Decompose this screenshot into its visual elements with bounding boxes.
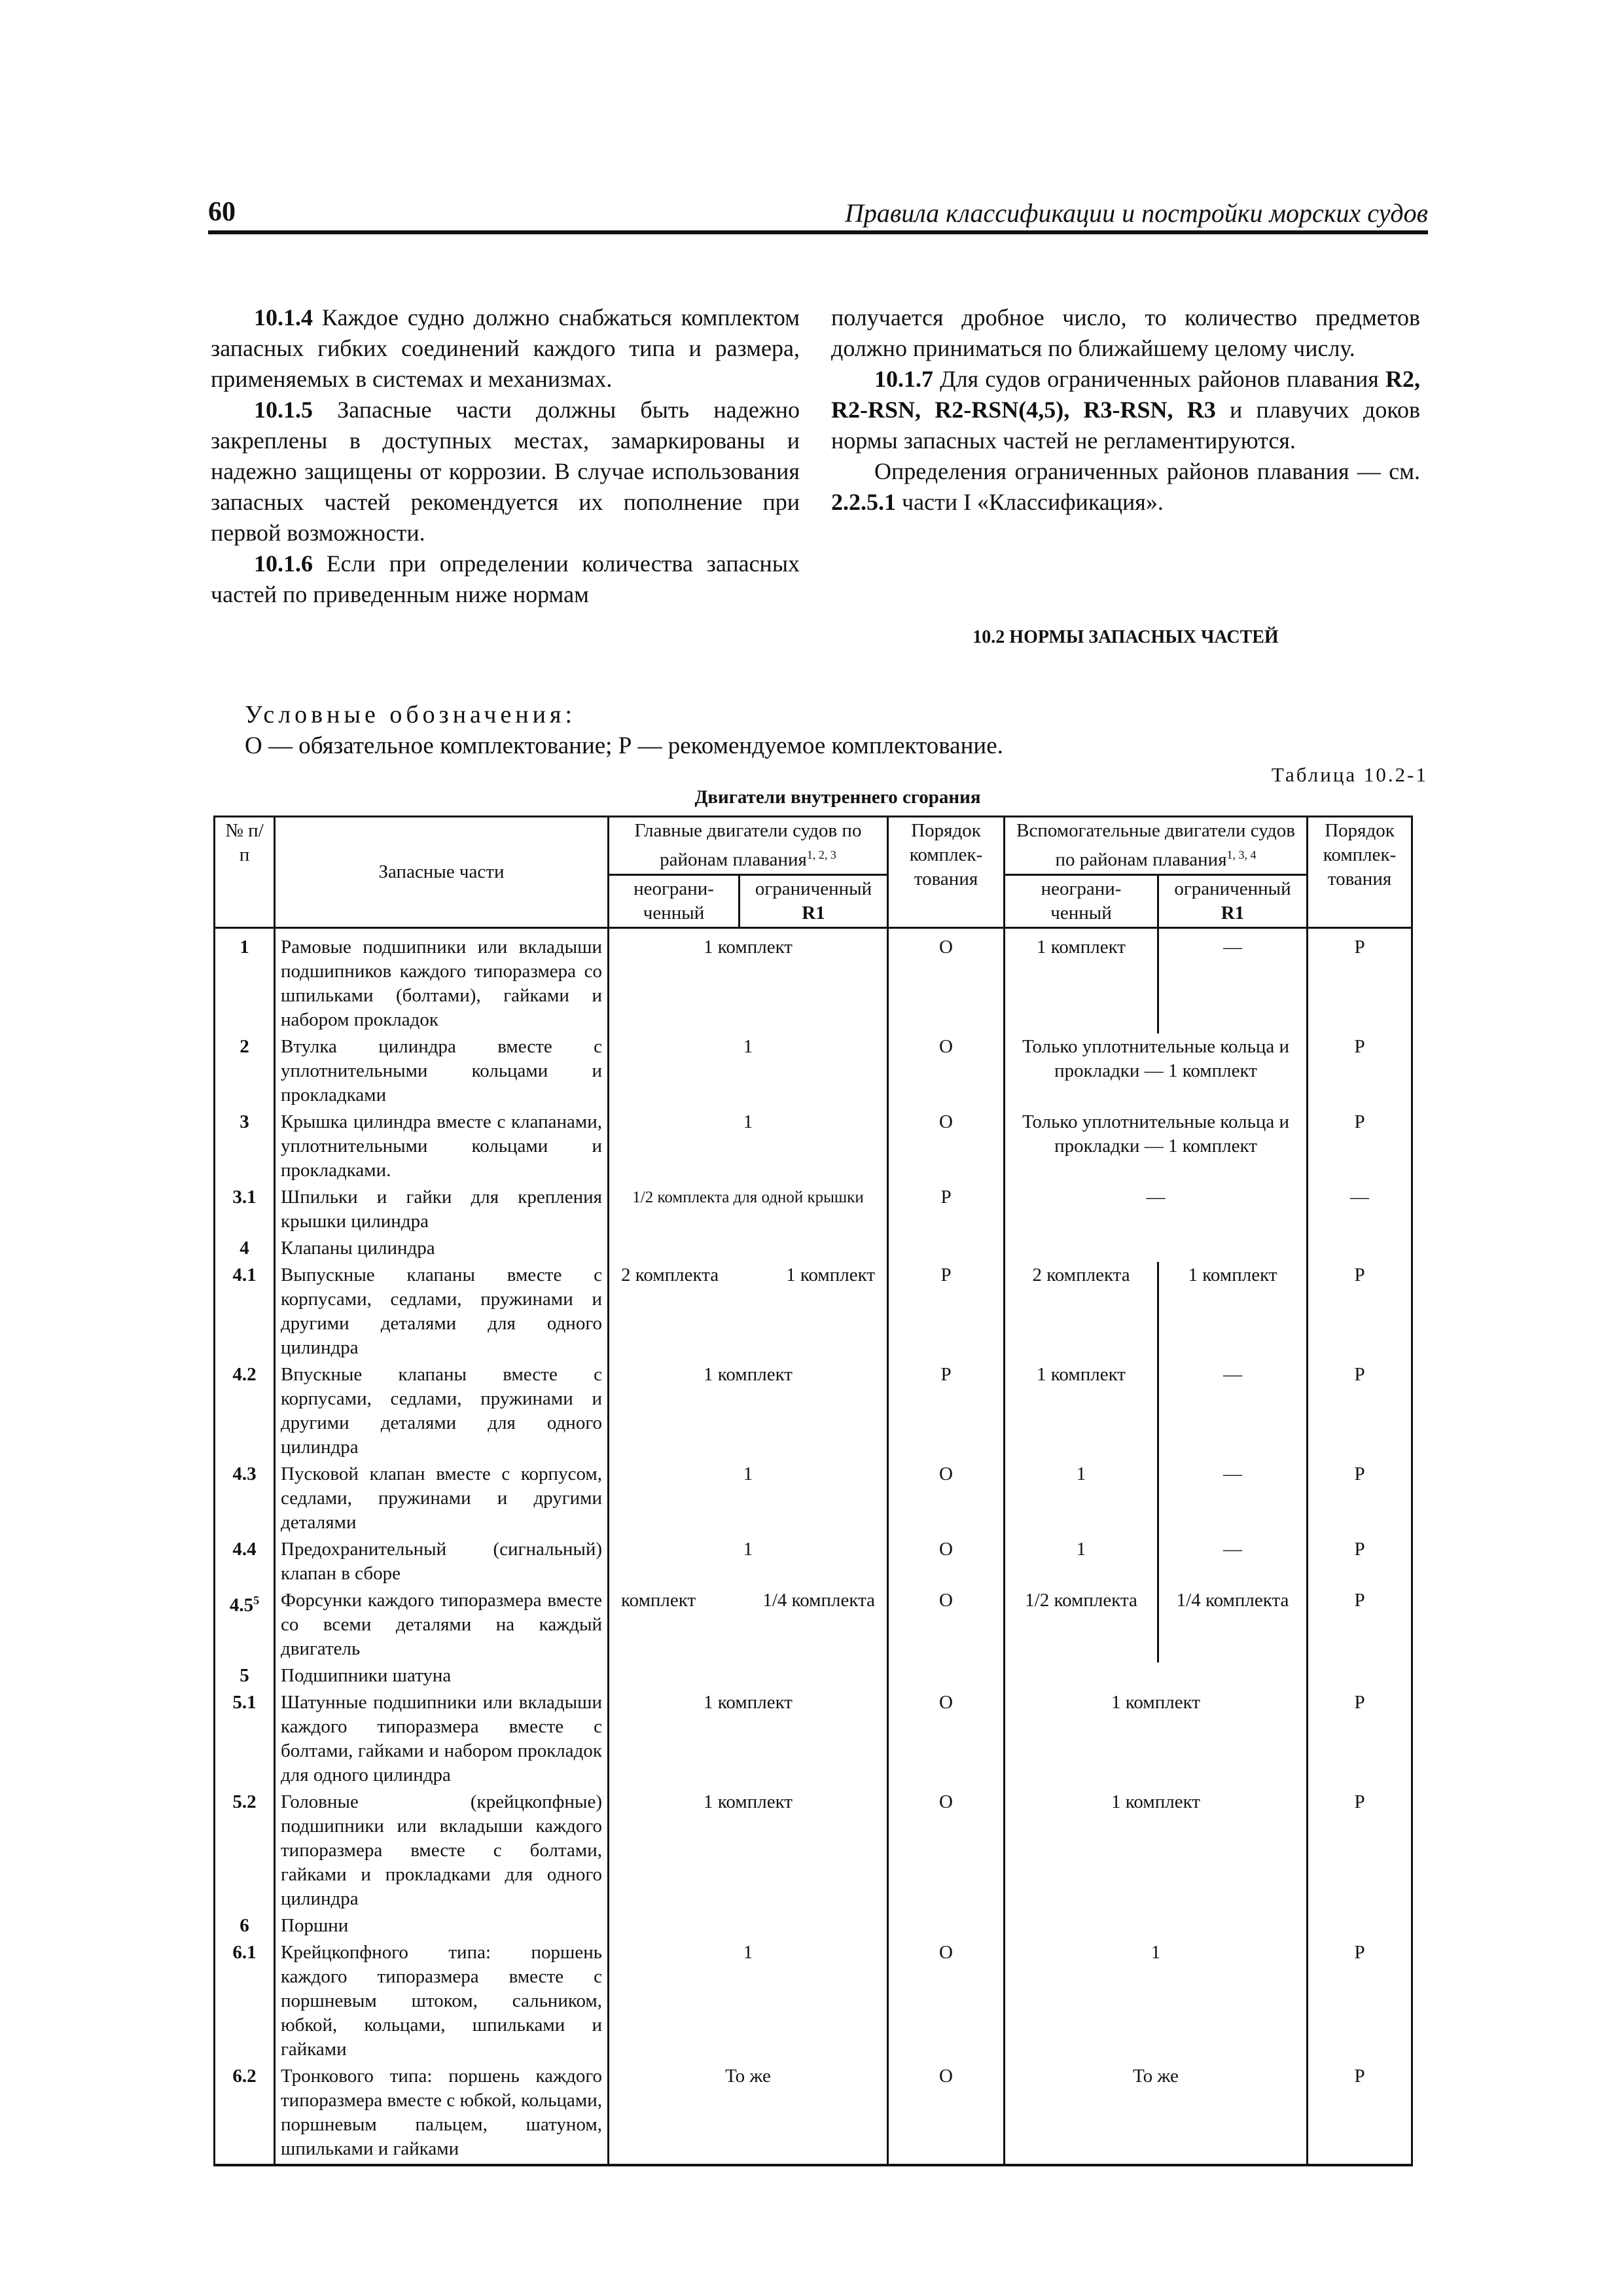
footnote-ref: 5 [253, 1593, 260, 1607]
row-aux-restricted: — [1158, 1461, 1308, 1536]
row-main: 1 [609, 1109, 888, 1184]
header-r1: R1 [1221, 902, 1245, 924]
row-part: Головные (крейцкопфные) подшипники или вкладыши каждого типоразмера вместе с болтами, гайками и прокладками для одного цилиндра [275, 1789, 609, 1912]
table-row [215, 1536, 1412, 1587]
header-rule [208, 230, 1428, 234]
row-aux [1005, 1235, 1308, 1262]
row-part: Шатунные подшипники или вкладыши каждого типоразмера вместе с болтами, гайками и набором прокладок для одного цилиндра [275, 1689, 609, 1789]
row-part: Втулка цилиндра вместе с уплотнительными кольцами и прокладками [275, 1033, 609, 1109]
header-parts: Запасные части [275, 817, 609, 928]
row-num: 4.1 [215, 1262, 275, 1361]
clause-number: 10.1.6 [254, 550, 313, 577]
row-part: Форсунки каждого типоразмера вместе со всеми деталями на каждый двигатель [275, 1587, 609, 1662]
row-part: Выпускные клапаны вместе с корпусами, седлами, пружинами и другими деталями для одного цилиндра [275, 1262, 609, 1361]
row-num: 3.1 [215, 1184, 275, 1235]
row-aux: 1 комплект [1005, 1689, 1308, 1789]
table-row [215, 1361, 1412, 1461]
row-main: 1/2 комплекта для одной крышки [609, 1184, 888, 1235]
row-order: О [888, 1939, 1005, 2063]
row-order-2: Р [1308, 1033, 1412, 1109]
row-order-2: Р [1308, 927, 1412, 1033]
table-title: Двигатели внутреннего сгорания [694, 787, 981, 808]
footnote-ref: 1, 3, 4 [1226, 848, 1257, 861]
row-order-2: Р [1308, 1262, 1412, 1361]
row-part: Крышка цилиндра вместе с клапанами, уплотнительными кольцами и прокладками. [275, 1109, 609, 1184]
row-order: О [888, 1109, 1005, 1184]
row-aux: Только уплотнительные кольца и прокладки — 1 комплект [1005, 1109, 1308, 1184]
row-order-2: Р [1308, 1587, 1412, 1662]
row-order: О [888, 1587, 1005, 1662]
row-order: О [888, 1789, 1005, 1912]
table-row [215, 1262, 1412, 1361]
row-num: 6 [215, 1912, 275, 1939]
row-order-2 [1308, 1235, 1412, 1262]
row-num: 2 [215, 1033, 275, 1109]
paragraph-definitions [831, 456, 1420, 518]
cross-reference: 2.2.5.1 [831, 489, 896, 515]
row-num: 6.1 [215, 1939, 275, 2063]
paragraph-text: Если при определении количества запасных частей по приведенным ниже нормам [211, 550, 800, 607]
row-aux: 1 [1005, 1939, 1308, 2063]
row-main [609, 1235, 888, 1262]
row-aux [1005, 1662, 1308, 1689]
row-order: О [888, 1033, 1005, 1109]
footnote-ref: 1, 2, 3 [806, 848, 836, 861]
row-main: 1 [609, 1033, 888, 1109]
navigation-area-codes: R2, R2-RSN, R2-RSN(4,5), R3-RSN, R3 [831, 366, 1420, 423]
clause-number: 10.1.4 [254, 304, 313, 331]
header-text: ограниченный [1174, 878, 1291, 899]
header-r1: R1 [802, 902, 825, 924]
row-main-restricted: 1 комплект [786, 1264, 876, 1285]
row-part: Клапаны цилиндра [275, 1235, 609, 1262]
row-part: Шпильки и гайки для крепления крышки цилиндра [275, 1184, 609, 1235]
row-aux-unrestricted: 1 [1005, 1461, 1158, 1536]
legend-text: О — обязательное комплектование; Р — рекомендуемое комплектование. [245, 732, 1003, 759]
legend-title: Условные обозначения: [245, 701, 577, 728]
paragraph-text: и плавучих доков нормы запасных частей не регламентируются. [831, 397, 1420, 454]
row-num-text: 4.5 [229, 1594, 254, 1616]
row-aux [1005, 1912, 1308, 1939]
row-aux-restricted: — [1158, 927, 1308, 1033]
paragraph-text: части I «Классификация». [896, 489, 1164, 515]
row-main: 1 комплект [609, 1789, 888, 1912]
row-main [609, 1912, 888, 1939]
paragraph-10-1-4 [211, 302, 800, 395]
paragraph-text: Для судов ограниченных районов плавания [933, 366, 1385, 392]
header-restricted [740, 874, 888, 927]
table-row [215, 1033, 1412, 1109]
row-main [609, 1587, 888, 1662]
header-order: Порядок комплек-тования [888, 817, 1005, 928]
row-aux: — [1005, 1184, 1308, 1235]
paragraph-text: Определения ограниченных районов плавания — см. [874, 458, 1420, 484]
table-row [215, 1689, 1412, 1789]
row-order: Р [888, 1361, 1005, 1461]
header-text: Главные двигатели судов по районам плавания [634, 820, 862, 870]
table-row [215, 1587, 1412, 1662]
table-row [215, 927, 1412, 1033]
row-part: Пусковой клапан вместе с корпусом, седлами, пружинами и другими деталями [275, 1461, 609, 1536]
row-num: 4.2 [215, 1361, 275, 1461]
table-row [215, 1912, 1412, 1939]
section-heading: 10.2 НОРМЫ ЗАПАСНЫХ ЧАСТЕЙ [972, 627, 1279, 647]
row-aux-unrestricted: 1 комплект [1005, 1361, 1158, 1461]
row-aux-restricted: 1 комплект [1158, 1262, 1308, 1361]
row-order-2 [1308, 1912, 1412, 1939]
row-aux-unrestricted: 1 [1005, 1536, 1158, 1587]
header-restricted [1158, 874, 1308, 927]
row-num: 1 [215, 927, 275, 1033]
row-main-unrestricted: комплект [621, 1589, 696, 1611]
row-order: О [888, 927, 1005, 1033]
spare-parts-table [213, 816, 1413, 2166]
row-part: Впускные клапаны вместе с корпусами, седлами, пружинами и другими деталями для одного цилиндра [275, 1361, 609, 1461]
paragraph-10-1-7 [831, 364, 1420, 456]
row-main: 1 комплект [609, 927, 888, 1033]
row-part: Крейцкопфного типа: поршень каждого типоразмера вместе с поршневым штоком, сальником, юбкой, кольцами, шпильками и гайками [275, 1939, 609, 2063]
row-num: 6.2 [215, 2063, 275, 2165]
row-order-2: Р [1308, 1789, 1412, 1912]
row-aux-restricted: — [1158, 1536, 1308, 1587]
header-order-2: Порядок комплек-тования [1308, 817, 1412, 928]
row-aux-unrestricted: 1 комплект [1005, 927, 1158, 1033]
row-order-2: Р [1308, 1109, 1412, 1184]
running-title: Правила классификации и постройки морских судов [844, 198, 1428, 228]
right-column [831, 302, 1420, 518]
row-part: Поршни [275, 1912, 609, 1939]
paragraph-text: Каждое судно должно снабжаться комплектом запасных гибких соединений каждого типа и размера, применяемых в системах и механизмах. [211, 304, 800, 392]
row-num: 3 [215, 1109, 275, 1184]
row-num: 4 [215, 1235, 275, 1262]
row-order [888, 1912, 1005, 1939]
row-aux: Только уплотнительные кольца и прокладки — 1 комплект [1005, 1033, 1308, 1109]
row-aux-unrestricted: 1/2 комплекта [1005, 1587, 1158, 1662]
paragraph-10-1-6 [211, 548, 800, 610]
row-main [609, 1262, 888, 1361]
table-row [215, 1184, 1412, 1235]
row-main: 1 [609, 1461, 888, 1536]
row-order: О [888, 1461, 1005, 1536]
row-aux-restricted: — [1158, 1361, 1308, 1461]
row-main: 1 [609, 1536, 888, 1587]
header-unrestricted: неограни-ченный [1005, 874, 1158, 927]
row-order: О [888, 1689, 1005, 1789]
row-order-2: Р [1308, 1536, 1412, 1587]
row-num: 5.1 [215, 1689, 275, 1789]
header-num: № п/п [215, 817, 275, 928]
row-num [215, 1587, 275, 1662]
row-aux: 1 комплект [1005, 1789, 1308, 1912]
header-text: Вспомогательные двигатели судов по районам плавания [1016, 820, 1295, 870]
row-part: Рамовые подшипники или вкладыши подшипников каждого типоразмера со шпильками (болтами), гайками и набором прокладок [275, 927, 609, 1033]
header-text: ограниченный [755, 878, 872, 899]
row-main: 1 комплект [609, 1689, 888, 1789]
row-aux: То же [1005, 2063, 1308, 2165]
table-row [215, 2063, 1412, 2165]
row-main: 1 [609, 1939, 888, 2063]
header-unrestricted: неограни-ченный [609, 874, 740, 927]
row-order: Р [888, 1184, 1005, 1235]
row-order-2: Р [1308, 1689, 1412, 1789]
row-order [888, 1662, 1005, 1689]
row-order-2: Р [1308, 1939, 1412, 2063]
table-row [215, 1461, 1412, 1536]
row-order: О [888, 2063, 1005, 2165]
table-row [215, 1109, 1412, 1184]
row-main-unrestricted: 2 комплекта [621, 1264, 719, 1285]
page-number: 60 [208, 197, 236, 227]
table-row [215, 1662, 1412, 1689]
row-num: 4.4 [215, 1536, 275, 1587]
row-num: 5.2 [215, 1789, 275, 1912]
row-order-2: Р [1308, 1461, 1412, 1536]
row-num: 4.3 [215, 1461, 275, 1536]
paragraph-text: Запасные части должны быть надежно закреплены в доступных местах, замаркированы и надежно защищены от коррозии. В случае использования запасных частей рекомендуется их пополнение при первой возможности. [211, 397, 800, 546]
row-num: 5 [215, 1662, 275, 1689]
clause-number: 10.1.5 [254, 397, 313, 423]
row-aux-restricted: 1/4 комплекта [1158, 1587, 1308, 1662]
row-part: Предохранительный (сигнальный) клапан в сборе [275, 1536, 609, 1587]
row-main: То же [609, 2063, 888, 2165]
row-order-2 [1308, 1662, 1412, 1689]
row-order-2: — [1308, 1184, 1412, 1235]
header-main-engines [609, 817, 888, 875]
row-order: О [888, 1536, 1005, 1587]
row-main: 1 комплект [609, 1361, 888, 1461]
row-aux-unrestricted: 2 комплекта [1005, 1262, 1158, 1361]
row-main [609, 1662, 888, 1689]
row-order: Р [888, 1262, 1005, 1361]
row-part: Тронкового типа: поршень каждого типоразмера вместе с юбкой, кольцами, поршневым пальцем, шатуном, шпильками и гайками [275, 2063, 609, 2165]
row-order-2: Р [1308, 1361, 1412, 1461]
header-aux-engines [1005, 817, 1308, 875]
row-main-restricted: 1/4 комплекта [762, 1589, 876, 1611]
paragraph-continuation: получается дробное число, то количество предметов должно приниматься по ближайшему целому числу. [831, 304, 1420, 361]
left-column [211, 302, 800, 610]
table-row [215, 1789, 1412, 1912]
row-order [888, 1235, 1005, 1262]
table-label: Таблица 10.2-1 [1271, 763, 1428, 786]
table-row [215, 1235, 1412, 1262]
row-part: Подшипники шатуна [275, 1662, 609, 1689]
table-row [215, 1939, 1412, 2063]
paragraph-10-1-5 [211, 395, 800, 548]
row-order-2: Р [1308, 2063, 1412, 2165]
clause-number: 10.1.7 [874, 366, 933, 392]
